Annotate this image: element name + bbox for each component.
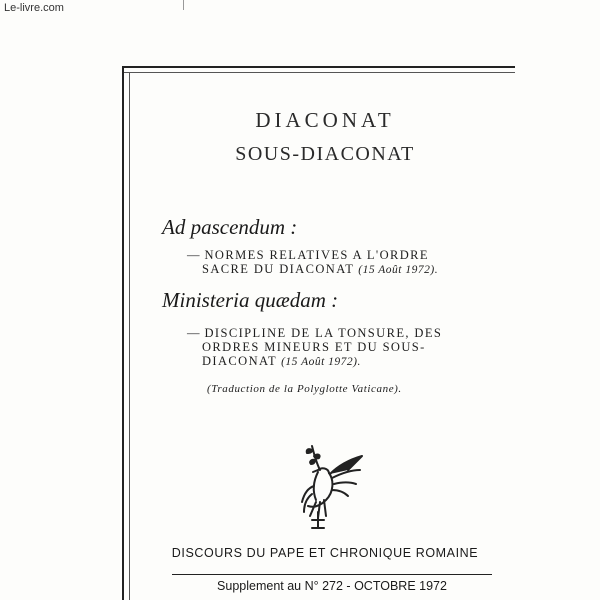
entry-date: (15 Août 1972). <box>358 264 439 276</box>
footer-publication: DISCOURS DU PAPE ET CHRONIQUE ROMAINE <box>171 546 479 560</box>
entry-line: DISCIPLINE DE LA TONSURE, DES <box>204 326 443 340</box>
entry-line: NORMES RELATIVES A L'ORDRE <box>204 248 429 262</box>
scan-mark <box>183 0 184 10</box>
entry-line: ORDRES MINEURS ET DU SOUS- <box>202 340 426 354</box>
dash: — <box>187 248 200 262</box>
section-heading-ad-pascendum: Ad pascendum : <box>162 215 298 239</box>
title-diaconat: DIACONAT <box>255 108 395 132</box>
frame-border-top-inner <box>122 72 515 73</box>
dove-with-olive-branch-icon <box>282 440 372 530</box>
dash: — <box>187 326 200 340</box>
title-sous-diaconat: SOUS-DIACONAT <box>235 143 415 165</box>
watermark: Le-livre.com <box>4 2 64 14</box>
entry-line: DIACONAT <box>202 354 278 368</box>
entry-line: SACRE DU DIACONAT <box>202 262 355 276</box>
section-heading-ministeria-quaedam: Ministeria quædam : <box>162 288 339 312</box>
entry-date: (15 Août 1972). <box>281 356 361 368</box>
frame-border-top <box>122 66 515 68</box>
frame-border-left <box>122 66 124 600</box>
section-entry-normes <box>187 248 497 277</box>
footer-supplement: Supplement au N° 272 - OCTOBRE 1972 <box>172 574 492 595</box>
section-entry-discipline <box>187 326 497 369</box>
translation-note: (Traduction de la Polyglotte Vaticane). <box>207 383 402 395</box>
